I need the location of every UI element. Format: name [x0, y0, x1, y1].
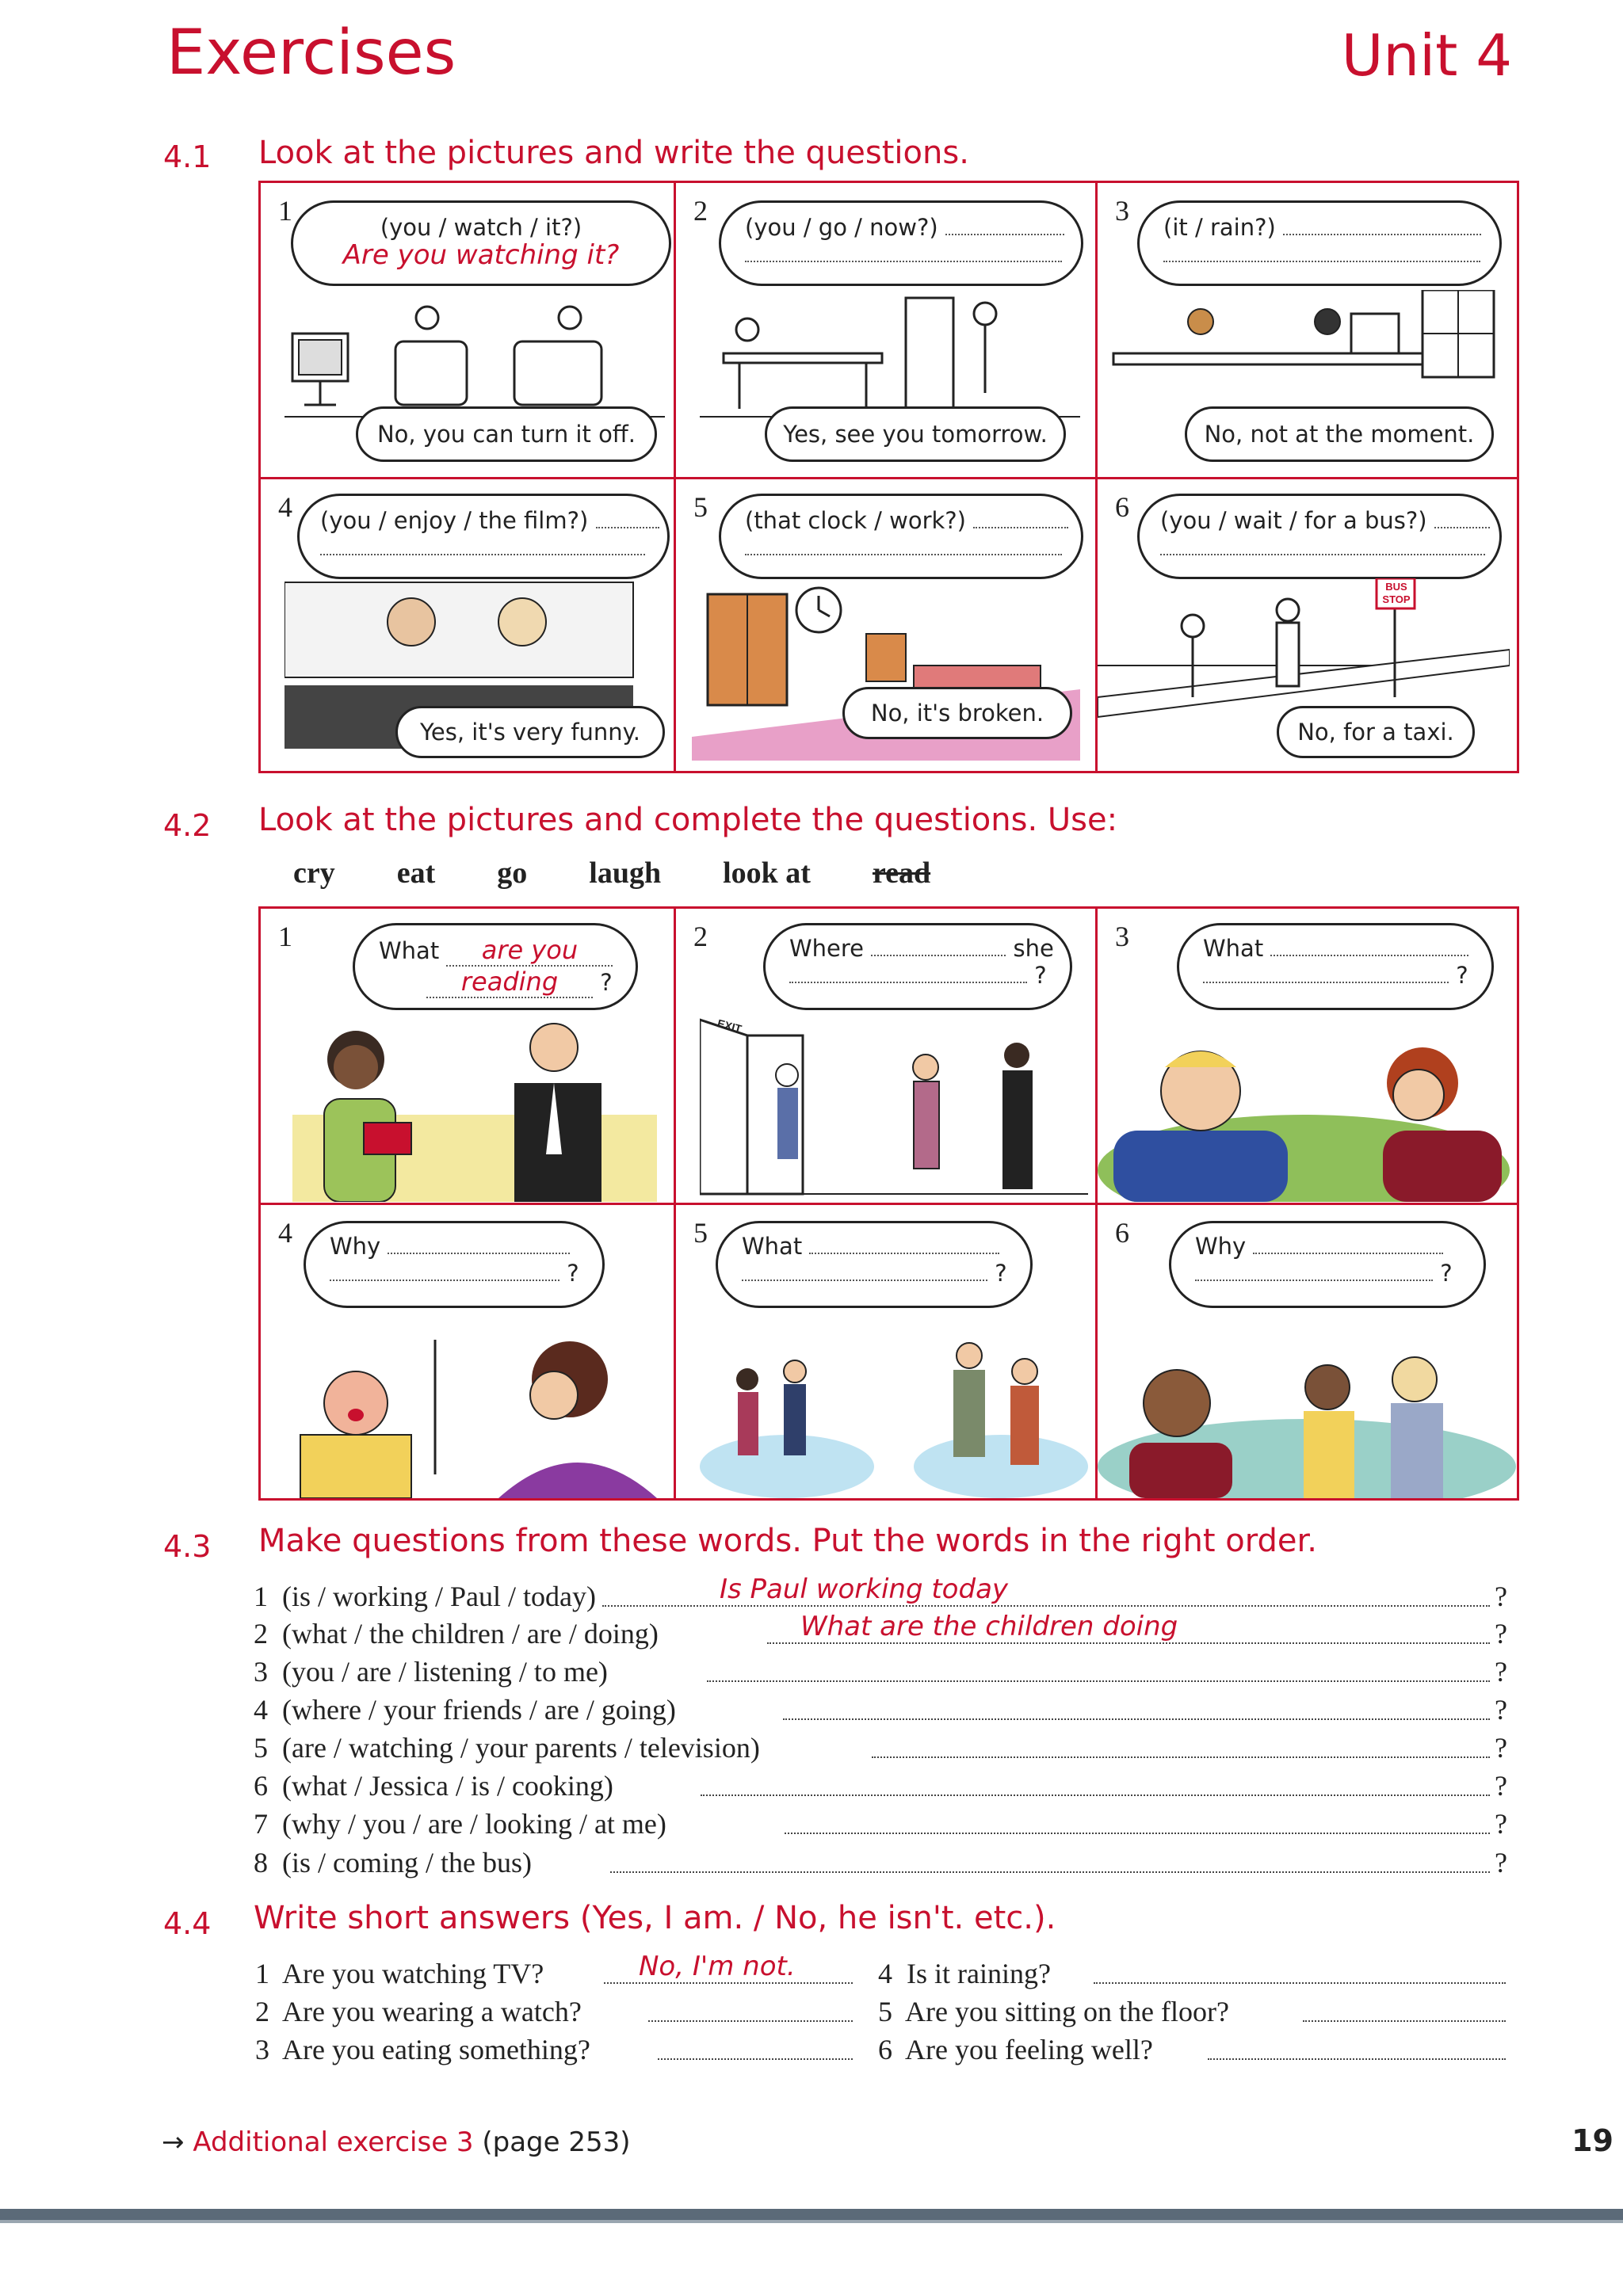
answer-blank[interactable] [945, 234, 1064, 235]
answer-line[interactable] [602, 1605, 1490, 1607]
exit-door-illustration [700, 1012, 1088, 1202]
section-number-4-1: 4.1 [163, 139, 212, 174]
section-instruction-4-1: Look at the pictures and write the questions. [258, 135, 969, 171]
list-item: 4 (where / your friends / are / going) [254, 1694, 676, 1726]
list-item: 8 (is / coming / the bus) [254, 1847, 532, 1878]
word-bank-item: look at [723, 856, 811, 890]
handwritten-answer: reading [426, 967, 593, 998]
question-mark: ? [1495, 1694, 1507, 1726]
reply-bubble: Yes, it's very funny. [395, 706, 665, 758]
word-bank [293, 856, 992, 891]
picture-cell-5 [676, 1205, 1098, 1498]
list-item: 1 (is / working / Paul / today) [254, 1581, 596, 1612]
answer-line[interactable] [610, 1871, 1490, 1873]
word-bank-item: eat [396, 856, 436, 890]
answer-blank[interactable] [1195, 1280, 1433, 1281]
question-word: she [1013, 935, 1054, 962]
bus-stop-sign: BUS STOP [1382, 581, 1411, 605]
handwritten-answer: No, I'm not. [639, 1951, 796, 1982]
answer-blank[interactable] [388, 1253, 570, 1254]
question-start: What [379, 937, 440, 964]
answer-blank[interactable] [973, 527, 1068, 528]
question-mark: ? [1495, 1808, 1507, 1840]
picture-cell-3 [1098, 909, 1517, 1205]
reply-bubble: Yes, see you tomorrow. [765, 406, 1066, 462]
answer-line[interactable] [701, 1794, 1490, 1796]
word-bank-item-used: read [872, 856, 931, 890]
question-mark: ? [567, 1260, 579, 1287]
question-mark: ? [1495, 1618, 1507, 1650]
handwritten-answer: Is Paul working today [720, 1573, 1009, 1605]
cell-number: 4 [278, 491, 292, 523]
exercise-4-2-grid [258, 906, 1519, 1501]
reply-bubble: No, for a taxi. [1277, 706, 1475, 758]
speech-bubble [1169, 1221, 1486, 1308]
answer-line[interactable] [767, 1642, 1490, 1644]
answer-blank[interactable] [1253, 1253, 1443, 1254]
laughing-people-illustration [1098, 1316, 1517, 1498]
question-start: Where [789, 935, 865, 962]
page-reference: (page 253) [482, 2126, 631, 2158]
answer-line[interactable] [658, 2058, 853, 2060]
list-item: 2 (what / the children / are / doing) [254, 1618, 659, 1650]
question-mark: ? [1495, 1770, 1507, 1802]
handwritten-answer: What are the children doing [800, 1611, 1178, 1642]
answer-blank[interactable] [745, 554, 1062, 555]
speech-bubble [1177, 923, 1494, 1010]
list-item: 5 (are / watching / your parents / television) [254, 1732, 760, 1764]
question-start: Why [330, 1233, 381, 1260]
speech-bubble [304, 1221, 605, 1308]
additional-exercise-link[interactable]: Additional exercise 3 [193, 2126, 474, 2158]
answer-blank[interactable] [330, 1280, 559, 1281]
answer-blank[interactable] [1160, 554, 1485, 555]
question-start: What [742, 1233, 803, 1260]
office-window-illustration [1106, 290, 1502, 425]
prompt-text: (you / go / now?) [745, 214, 938, 241]
list-item: 7 (why / you / are / looking / at me) [254, 1808, 666, 1840]
answer-line[interactable] [1094, 1982, 1506, 1984]
exit-sign: EXIT [716, 1016, 743, 1035]
answer-blank[interactable] [320, 554, 645, 555]
page-number: 19 [1571, 2123, 1613, 2158]
question-mark: ? [1440, 1260, 1453, 1287]
question-mark: ? [1495, 1581, 1507, 1612]
list-item: 3 (you / are / listening / to me) [254, 1656, 608, 1688]
footer-bar [0, 2209, 1623, 2220]
prompt-text: (you / watch / it?) [380, 214, 582, 241]
answer-line[interactable] [783, 1718, 1490, 1720]
arrow-icon: → [162, 2126, 185, 2158]
word-bank-item: cry [293, 856, 335, 890]
reply-bubble: No, you can turn it off. [356, 406, 657, 462]
answer-blank[interactable] [789, 982, 1027, 983]
question-mark: ? [995, 1260, 1007, 1287]
footer-bar-shadow [0, 2220, 1623, 2223]
reply-bubble: No, not at the moment. [1185, 406, 1494, 462]
section-instruction-4-4: Write short answers (Yes, I am. / No, he isn't. etc.). [254, 1900, 1056, 1936]
cell-number: 3 [1115, 921, 1129, 952]
reading-woman-illustration [292, 1012, 665, 1202]
picture-cell-6 [1098, 479, 1517, 771]
cell-number: 5 [693, 491, 708, 523]
prompt-text: (that clock / work?) [745, 507, 966, 534]
cell-number: 6 [1115, 1217, 1129, 1249]
speech-bubble [1137, 200, 1502, 286]
picture-cell-1 [261, 909, 676, 1205]
picture-cell-2 [676, 909, 1098, 1205]
list-item: 6 Are you feeling well? [878, 2034, 1153, 2065]
speech-bubble [719, 200, 1083, 286]
crying-boy-illustration [277, 1316, 673, 1498]
picture-cell-4 [261, 1205, 676, 1498]
answer-line[interactable] [707, 1680, 1490, 1682]
word-bank-item: laugh [589, 856, 662, 890]
answer-line[interactable] [1303, 2020, 1506, 2022]
list-item: 1 Are you watching TV? [255, 1958, 544, 1989]
question-start: Why [1195, 1233, 1247, 1260]
cell-number: 6 [1115, 491, 1129, 523]
speech-bubble [716, 1221, 1033, 1308]
answer-line[interactable] [604, 1982, 853, 1984]
answer-line[interactable] [785, 1833, 1490, 1834]
prompt-text: (you / wait / for a bus?) [1160, 507, 1427, 534]
answer-blank[interactable] [1434, 527, 1490, 528]
speech-bubble [297, 494, 670, 579]
handwritten-answer: Are you watching it? [342, 239, 620, 271]
picture-cell-5 [676, 479, 1098, 771]
question-mark: ? [1034, 962, 1047, 989]
reply-bubble: No, it's broken. [842, 687, 1072, 739]
cell-number: 5 [693, 1217, 708, 1249]
list-item: 2 Are you wearing a watch? [255, 1996, 582, 2027]
section-number-4-2: 4.2 [163, 808, 212, 843]
answer-blank[interactable] [1163, 261, 1480, 262]
question-start: What [1203, 935, 1264, 962]
picture-cell-6 [1098, 1205, 1517, 1498]
answer-blank[interactable] [1203, 982, 1449, 983]
speech-bubble [1137, 494, 1502, 579]
question-mark: ? [1495, 1732, 1507, 1764]
prompt-text: (you / enjoy / the film?) [320, 507, 589, 534]
answer-line[interactable] [872, 1756, 1490, 1758]
word-bank-item: go [497, 856, 528, 890]
picture-cell-1 [261, 183, 676, 479]
picture-cell-2 [676, 183, 1098, 479]
cell-number: 1 [278, 195, 292, 227]
speech-bubble [291, 200, 671, 286]
cell-number: 2 [693, 195, 708, 227]
page-title: Exercises [166, 17, 456, 89]
answer-blank[interactable] [742, 1280, 987, 1281]
section-instruction-4-2: Look at the pictures and complete the questions. Use: [258, 802, 1118, 838]
unit-label: Unit 4 [1341, 22, 1512, 89]
question-mark: ? [1495, 1656, 1507, 1688]
office-exit-illustration [700, 290, 1080, 425]
answer-line[interactable] [1208, 2058, 1506, 2060]
section-number-4-4: 4.4 [163, 1906, 212, 1941]
answer-line[interactable] [648, 2020, 853, 2022]
question-mark: ? [600, 969, 613, 996]
list-item: 4 Is it raining? [878, 1958, 1051, 1989]
answer-blank[interactable] [1283, 234, 1481, 235]
crying-man-illustration [1098, 1012, 1517, 1202]
answer-blank[interactable] [596, 527, 659, 528]
speech-bubble [763, 923, 1072, 1010]
additional-exercise-reference [162, 2126, 631, 2158]
exercise-4-1-grid [258, 181, 1519, 773]
speech-bubble [719, 494, 1083, 579]
prompt-text: (it / rain?) [1163, 214, 1276, 241]
cell-number: 3 [1115, 195, 1129, 227]
section-instruction-4-3: Make questions from these words. Put the words in the right order. [258, 1523, 1317, 1559]
cell-number: 1 [278, 921, 292, 952]
section-number-4-3: 4.3 [163, 1529, 212, 1564]
cell-number: 2 [693, 921, 708, 952]
answer-blank[interactable] [1270, 955, 1468, 956]
picture-cell-3 [1098, 183, 1517, 479]
answer-blank[interactable] [745, 261, 1062, 262]
cell-number: 4 [278, 1217, 292, 1249]
answer-blank[interactable] [809, 1253, 999, 1254]
question-mark: ? [1495, 1847, 1507, 1878]
people-pointing-illustration [700, 1324, 1088, 1498]
list-item: 6 (what / Jessica / is / cooking) [254, 1770, 613, 1802]
speech-bubble [353, 923, 638, 1010]
list-item: 3 Are you eating something? [255, 2034, 590, 2065]
question-mark: ? [1456, 962, 1468, 989]
list-item: 5 Are you sitting on the floor? [878, 1996, 1229, 2027]
handwritten-answer: are you [446, 935, 613, 967]
picture-cell-4 [261, 479, 676, 771]
answer-blank[interactable] [871, 955, 1006, 956]
